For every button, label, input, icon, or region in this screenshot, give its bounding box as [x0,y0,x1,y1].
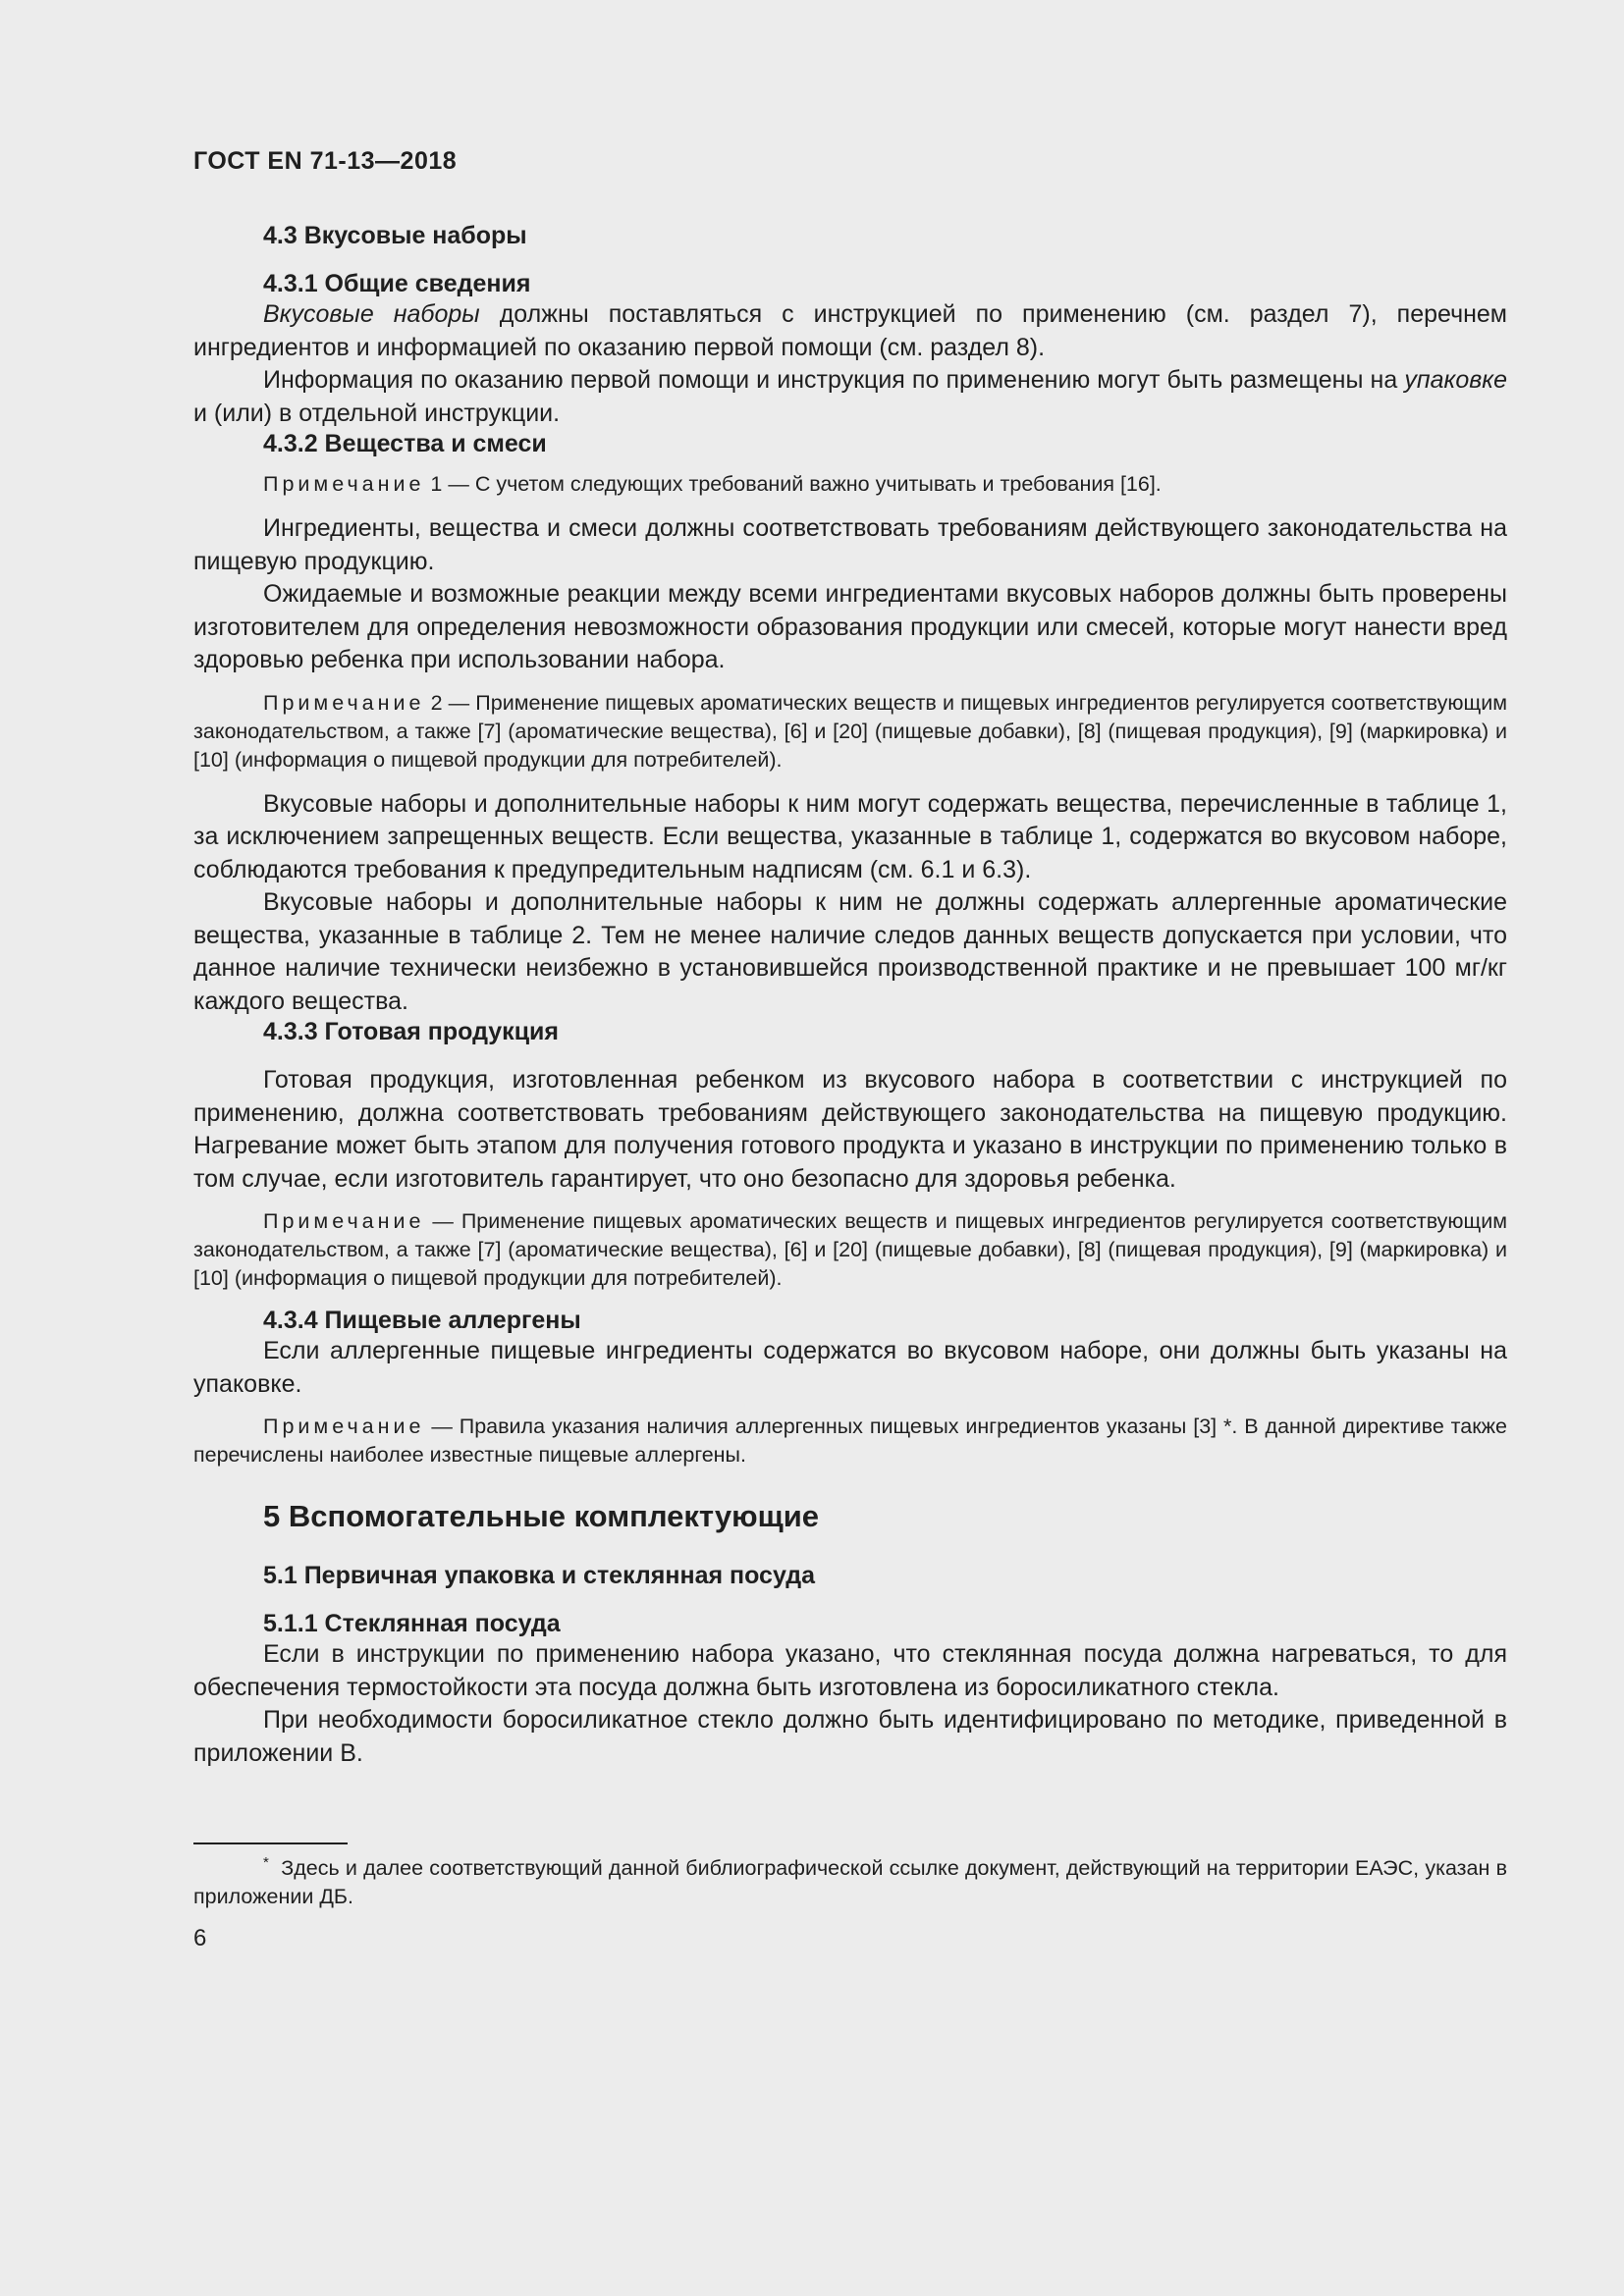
paragraph: Информация по оказанию первой помощи и инструкция по применению могут быть размещены на упаковке и (или) в отдельной инструкции. [193,366,1507,427]
note-label: Примечание [263,690,425,715]
heading-4-3: 4.3 Вкусовые наборы [263,222,527,249]
note-label: Примечание [263,472,425,496]
paragraph: Если аллергенные пищевые ингредиенты содержатся во вкусовом наборе, они должны быть указаны на упаковке. [193,1337,1507,1398]
note: Примечание — Применение пищевых ароматических веществ и пищевых ингредиентов регулируется соответствующим законодательством, а также [7] (ароматические вещества), [6] и [20] (пищевые добавки), [8] (пищевая продукция), [9] (маркировка) и [10] (информация о пищевой продукции для потребителей). [193,1209,1507,1290]
italic-term: Вкусовые наборы [263,300,480,328]
document-code: ГОСТ EN 71-13—2018 [193,147,458,175]
paragraph: Вкусовые наборы и дополнительные наборы к ним не должны содержать аллергенные ароматические вещества, указанные в таблице 2. Тем не менее наличие следов данных веществ допускается при условии, что данное наличие технически неизбежно в установившейся производственной практике и не превышает 100 мг/кг каждого вещества. [193,888,1507,1015]
footnote-divider [193,1842,348,1844]
note-label: Примечание [263,1415,425,1438]
paragraph: Ингредиенты, вещества и смеси должны соответствовать требованиям действующего законодательства на пищевую продукцию. [193,514,1507,575]
paragraph: Вкусовые наборы должны поставляться с инструкцией по применению (см. раздел 7), перечнем ингредиентов и информацией по оказанию первой помощи (см. раздел 8). [193,300,1507,361]
note: Примечание 1 — С учетом следующих требований важно учитывать и требования [16]. [263,472,1162,496]
note: Примечание — Правила указания наличия аллергенных пищевых ингредиентов указаны [3] *. В данной директиве также перечислены наиболее известные пищевые аллергены. [193,1415,1507,1467]
footnote: * Здесь и далее соответствующий данной библиографической ссылке документ, действующий на территории ЕАЭС, указан в приложении ДБ. [193,1854,1507,1909]
note-label: Примечание [263,1209,425,1233]
paragraph: Готовая продукция, изготовленная ребенком из вкусового набора в соответствии с инструкцией по применению, должна соответствовать требованиям действующего законодательства на пищевую продукцию. Нагревание может быть этапом для получения готового продукта и указано в инструкции по применению только в том случае, если изготовитель гарантирует, что оно безопасно для здоровья ребенка. [193,1066,1507,1193]
heading-5-1-1: 5.1.1 Стеклянная посуда [263,1610,561,1637]
heading-4-3-1: 4.3.1 Общие сведения [263,270,531,297]
paragraph: При необходимости боросиликатное стекло должно быть идентифицировано по методике, приведенной в приложении В. [193,1706,1507,1767]
heading-5: 5 Вспомогательные комплектующие [263,1499,820,1533]
heading-5-1: 5.1 Первичная упаковка и стеклянная посуда [263,1562,816,1589]
italic-term: упаковке [1404,366,1507,394]
note: Примечание 2 — Применение пищевых ароматических веществ и пищевых ингредиентов регулируется соответствующим законодательством, а также [7] (ароматические вещества), [6] и [20] (пищевые добавки), [8] (пищевая продукция), [9] (маркировка) и [10] (информация о пищевой продукции для потребителей). [193,690,1507,772]
paragraph: Если в инструкции по применению набора указано, что стеклянная посуда должна нагреваться, то для обеспечения термостойкости эта посуда должна быть изготовлена из боросиликатного стекла. [193,1640,1507,1701]
page-number: 6 [193,1925,207,1952]
heading-4-3-3: 4.3.3 Готовая продукция [263,1018,560,1045]
heading-4-3-4: 4.3.4 Пищевые аллергены [263,1307,581,1334]
paragraph: Вкусовые наборы и дополнительные наборы к ним могут содержать вещества, перечисленные в таблице 1, за исключением запрещенных веществ. Если вещества, указанные в таблице 1, содержатся во вкусовом наборе, соблюдаются требования к предупредительным надписям (см. 6.1 и 6.3). [193,789,1507,883]
paragraph: Ожидаемые и возможные реакции между всеми ингредиентами вкусовых наборов должны быть проверены изготовителем для определения невозможности образования продукции или смесей, которые могут нанести вред здоровью ребенка при использовании набора. [193,580,1507,673]
heading-4-3-2: 4.3.2 Вещества и смеси [263,430,547,457]
footnote-marker: * [263,1854,269,1871]
document-page [193,147,1507,1952]
